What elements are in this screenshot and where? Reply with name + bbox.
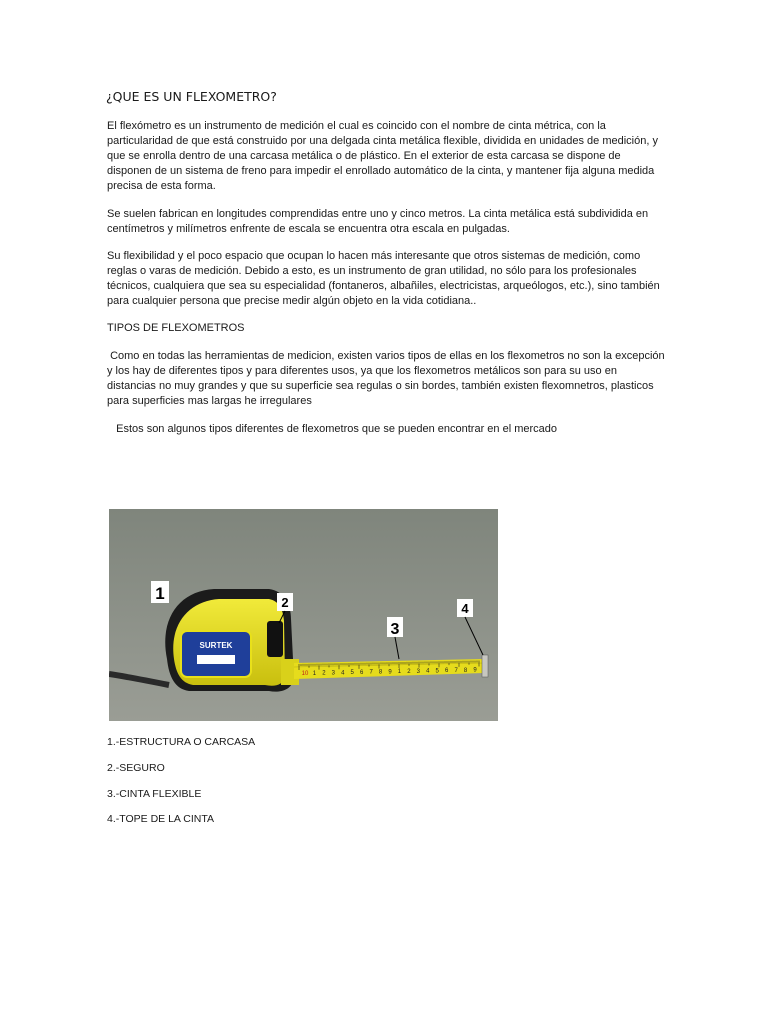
- tape-number: 2: [407, 668, 411, 675]
- paragraph-intro-photo: Estos son algunos tipos diferentes de flexometros que se pueden encontrar en el mercado: [110, 423, 558, 435]
- document-title: ¿QUE ES UN FLEXOMETRO?: [106, 89, 277, 104]
- paragraph-usefulness: Su flexibilidad y el poco espacio que ocupan lo hacen más interesante que otros sistemas de medición, como reglas o varas de medición. Debido a esto, es un instrumento de gran utilidad, no sólo para los profesionales técnicos, cualquiera que sea su especialidad (fontaneros, albañiles, electricistas, arqueólogos, etc.), sino también para cualquier persona que precise medir algún objeto en la vida cotidiana..: [107, 250, 660, 307]
- tape-number: 9: [473, 667, 477, 674]
- section-heading-tipos: TIPOS DE FLEXOMETROS: [107, 322, 245, 334]
- paragraph-definition: El flexómetro es un instrumento de medición el cual es coincido con el nombre de cinta métrica, con la particularidad de que está construido por una delgada cinta metálica flexible, dividida en unidades de medición, y que se enrolla dentro de una carcasa metálica o de plástico. En el exterior de esta carcasa se dispone de disponen de un sistema de freno para impedir el enrollado automático de la cinta, y mantener fija alguna medida precisa de esta forma.: [107, 120, 658, 192]
- tape-number: 8: [378, 669, 383, 676]
- tape-number: 7: [369, 669, 373, 676]
- paragraph-lengths: Se suelen fabrican en longitudes comprendidas entre uno y cinco metros. La cinta metálica está subdividida en centímetros y milímetros enfrente de escala se encuentra otra escala en pulgadas.: [107, 208, 649, 235]
- tape-number: 3: [416, 668, 421, 675]
- callout-4-label: 4: [461, 601, 469, 616]
- tape-number: 5: [435, 668, 439, 675]
- callout-3-label: 3: [390, 621, 400, 638]
- tape-number: 10: [301, 671, 309, 677]
- parts-list-item: 4.-TOPE DE LA CINTA: [107, 813, 214, 825]
- tape-number: 2: [322, 670, 326, 677]
- tape-measure-illustration: [109, 509, 498, 721]
- tape-number: 7: [454, 668, 458, 675]
- tape-number: 6: [359, 669, 364, 676]
- callout-1: [151, 581, 169, 603]
- parts-list-item: 2.-SEGURO: [107, 762, 165, 774]
- tape-number: 9: [388, 669, 392, 676]
- tape-number: 4: [426, 668, 430, 675]
- tape-number: 8: [463, 667, 468, 674]
- tape-number: 1: [312, 670, 317, 677]
- callout-1-label: 1: [155, 584, 165, 603]
- brand-label: SURTEK: [199, 641, 233, 650]
- tape-measure-photo: [109, 509, 498, 721]
- tape-number: 3: [331, 670, 336, 677]
- parts-list-item: 3.-CINTA FLEXIBLE: [107, 788, 202, 800]
- tape-number: 4: [341, 670, 345, 677]
- parts-list-item: 1.-ESTRUCTURA O CARCASA: [107, 736, 256, 748]
- paragraph-tipos: Como en todas las herramientas de medicion, existen varios tipos de ellas en los flexometros no son la excepción y los hay de diferentes tipos y para diferentes usos, ya que los flexometros metálicos son para su uso en distancias no muy grandes y que su superficie sea regulas o sin bordes, también existen flexomnetros, plasticos para superficies mas largas he irregulares: [107, 350, 668, 407]
- tape-number: 5: [350, 670, 354, 677]
- callout-2-label: 2: [281, 595, 289, 610]
- tape-number: 1: [397, 669, 402, 676]
- tape-number: 6: [444, 668, 449, 675]
